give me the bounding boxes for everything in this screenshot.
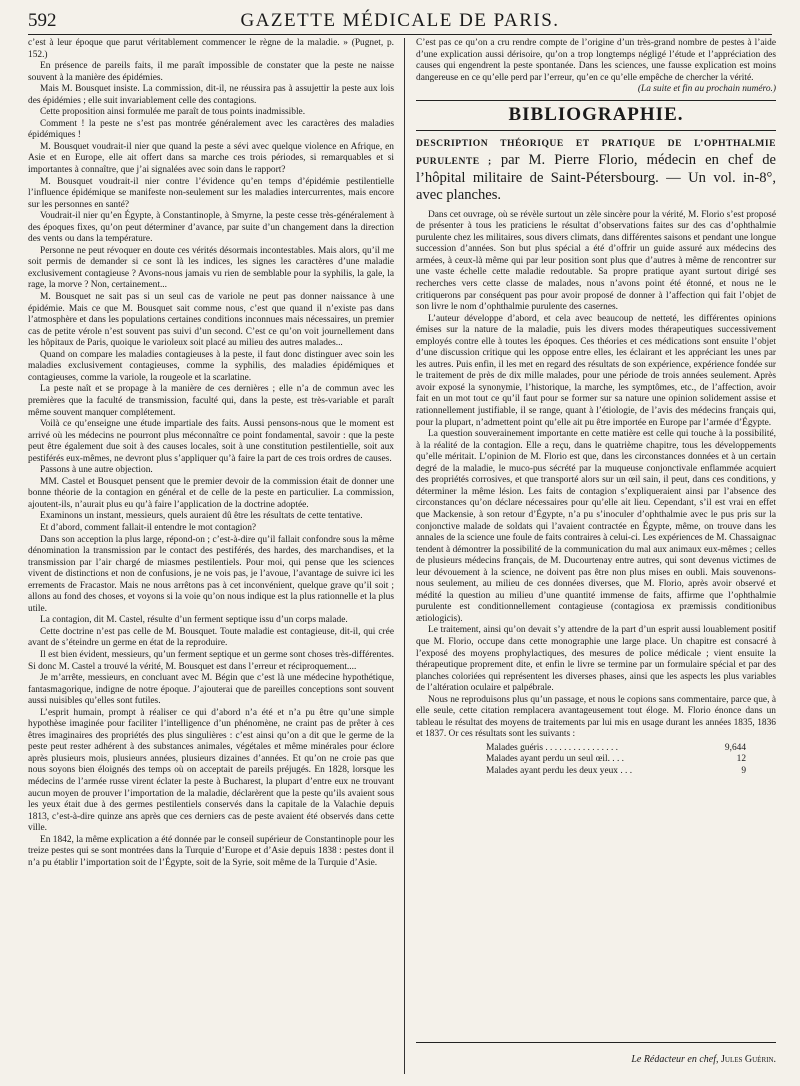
bottom-rule: [416, 1042, 776, 1043]
signature-role: Le Rédacteur en chef,: [631, 1054, 719, 1065]
review-paragraph: L’auteur développe d’abord, et cela avec beaucoup de netteté, les différentes opinions émises sur la nature de la maladie, puis les divers modes thérapeutiques successivement employés contre elle à toutes les époques. Ces théories et ces médications sont ensuite l’objet d’une discussion critique qui les oppose entre elles, les éclairant et les appréciant les unes par les autres. Puis enfin, il les met en regard des résultats de son expérience, expérience fondée sur le traitement de près de dix mille malades, pour une période de trois années seulement. Après avoir exposé la synonymie, l’historique, la marche, les symptômes, etc., de l’affection, avoir fait en un mot tout ce qu’il faut pour se former sur sa nature une opinion solidement assise et rationnellement justifiable, il se range, quant à l’étiologie, de l’avis des médecins français qui, pour la plupart, n’admettent point qu’elle ait pu être importée en Europe par l’armée d’Égypte.: [416, 313, 776, 428]
results-row: [486, 754, 746, 766]
left-paragraph: La peste naît et se propage à la manière de ces dernières ; elle n’a de commun avec les premières que la faculté de transmission, faculté qui, dans la peste, est très-variable et paraît même souvent manquer complétement.: [28, 384, 394, 418]
to-be-continued-note: (La suite et fin au prochain numéro.): [637, 84, 776, 95]
review-paragraph: Nous ne reproduisons plus qu’un passage, et nous le copions sans commentaire, parce que, à elle seule, cette citation remplacera avantageusement tout éloge. M. Florio énonce dans un tableau le résultat des moyens de traitements par lui mis en usage durant les années 1835, 1836 et 1837. Or ces résultats sont les suivants :: [416, 694, 776, 740]
left-paragraph: Dans son acception la plus large, répond-on ; c’est-à-dire qu’il fallait confondre sous la même dénomination la transmission par le contact des pestiférés, des hardes, des marchandises, et la transmission par l’air chargé de miasmes pestilentiels. Pour moi, qui pense que les sciences vivent de distinctions et non de confusions, je ne vois pas, je l’avoue, l’avantage de suivre ici les errements de Fracastor. Mais ne nous arrêtons pas à cet inconvénient, quelque grave qu’il soit ; allons au fond des choses, et voyons si la voie qu’on nous indique est la plus rationnelle et la plus utile.: [28, 534, 394, 614]
left-paragraph: Et d’abord, comment fallait-il entendre le mot contagion?: [40, 522, 257, 533]
book-heading-caps: DESCRIPTION THÉORIQUE ET PRATIQUE DE L’OPHTHALMIE PURULENTE ;: [416, 137, 776, 167]
left-paragraph: La contagion, dit M. Castel, résulte d’un ferment septique issu d’un corps malade.: [40, 615, 348, 626]
results-value: 9,644: [724, 742, 746, 753]
left-paragraph: Quand on compare les maladies contagieuses à la peste, il faut donc distinguer avec soin les maladies exclusivement contagieuses, comme la syphilis, des maladies épidémiques et contagieuses, comme la variole, la rougeole et la scarlatine.: [28, 349, 394, 383]
column-divider: [404, 38, 405, 1074]
left-paragraph: En 1842, la même explication a été donnée par le conseil supérieur de Constantinople pour les treize pestes qui se sont montrées dans la Turquie d’Europe et d’Asie depuis 1838 : pestes dont il n’a pu établir l’importation soit de l’Égypte, soit de la Syrie, soit même de la Turquie d’Asie.: [28, 834, 394, 868]
review-paragraph: La question souverainement importante en cette matière est celle qui touche à la possibilité, à la réalité de la contagion. Elle a reçu, dans le quatrième chapitre, tous les développements qu’elle méritait. L’opinion de M. Florio est que, dans les circonstances données et à un certain degré de la maladie, le muco-pus sécrété par la muqueuse conjonctivale enflammée acquiert des propriétés corrosives, et que transporté alors sur un œil sain, il peut, dans ces conditions, y déterminer la même lésion. Les faits de contagion s’expliqueraient ainsi par l’absence des circonstances qu’on déclare nécessaires pour qu’elle ait lieu. Cependant, s’il est vrai en effet que Mackensie, à son retour d’Égypte, n’a pu s’inoculer d’ophthalmie avec le pus pris sur la conjonctive malade de soldats qui l’avaient contractée en Égypte, même, on trouve dans les annales de la science une foule de faits contraires à celui-ci. Les expériences de M. Chassaignac tendent à démontrer la possibilité de la communication du mal aux animaux eux-mêmes ; celles de plusieurs médecins français, de M. Ducourtenay entre autres, qui sont devenus victimes de leur dévouement à la science, ne doivent pas être non plus mises en oubli. Mais souvenons-nous seulement, au milieu de ces données diverses, que M. Florio, après avoir observé et médité la question au milieu d’une quantité immense de faits, affirme que l’ophthalmie purulente est conditionnellement contagieuse (contagiosa ex præmissis conditionibus ætiologicis).: [416, 429, 776, 624]
left-paragraph: En présence de pareils faits, il me paraît impossible de constater que la peste ne naisse souvent à la manière des épidémies.: [28, 61, 394, 83]
section-title: BIBLIOGRAPHIE.: [508, 103, 684, 125]
continuation-text: C’est pas ce qu’on a cru rendre compte de l’origine d’un très-grand nombre de pestes à l’aide d’une explication aussi dérisoire, qu’on a trop longtemps négligé l’étude et l’appréciation des causes qui engendrent la peste spontanée. Dans les sciences, une fausse explication est moins dangereuse en ce qu’elle perd par l’erreur, qu’en ce qu’elle empêche de chercher la vérité.: [416, 38, 776, 83]
left-paragraph: Il est bien évident, messieurs, qu’un ferment septique et un germe sont choses très-différentes. Si donc M. Castel a trouvé la vérité, M. Bousquet est dans l’erreur et réciproquement....: [28, 649, 394, 672]
left-column: [28, 38, 394, 869]
left-paragraph: Mais M. Bousquet insiste. La commission, dit-il, ne réussira pas à assujettir la peste aux lois des épidémies ; elle suit invariablement celle des contagions.: [28, 84, 394, 106]
section-rule: [416, 100, 776, 101]
page-header: [28, 10, 772, 35]
page-number: 592: [28, 10, 57, 31]
left-paragraph: M. Bousquet ne sait pas si un seul cas de variole ne peut pas donner naissance à une épidémie. Mais ce que M. Bousquet sait comme nous, c’est que quand il n’existe pas dans l’atmosphère et dans les populations certaines conditions inconnues mais nécessaires, un premier cas de petite vérole n’est souvent pas suivi d’un second. C’est ce qu’on voit journellement dans les hôpitaux de Paris, quoique le varioleux soit placé au milieu des autres malades...: [28, 292, 394, 349]
left-paragraph: Examinons un instant, messieurs, quels auraient dû être les résultats de cette tentative.: [40, 511, 363, 522]
results-label: Malades ayant perdu un seul œil. . . .: [486, 754, 624, 765]
left-paragraph: Je m’arrête, messieurs, en concluant avec M. Bégin que c’est là une médecine hypothétique, fantasmagorique, indigne de notre époque. J’ajouterai que de pareilles conceptions sont souvent aussi nuisibles qu’elles sont futiles.: [28, 673, 394, 707]
left-paragraph: Comment ! la peste ne s’est pas montrée généralement avec les caractères des maladies épidémiques !: [28, 118, 394, 141]
section-rule-2: [416, 130, 776, 131]
signature-name: Jules Guérin.: [721, 1054, 776, 1065]
book-heading-rest: par M. Pierre Florio, médecin en chef de l’hôpital militaire de Saint-Pétersbourg. — Un vol. in-8°, avec planches.: [416, 151, 776, 203]
results-table: [486, 743, 746, 778]
left-paragraph: Cette doctrine n’est pas celle de M. Bousquet. Toute maladie est contagieuse, dit-il, qui crée avant de s’éteindre un germe en état de la reproduire.: [28, 626, 394, 649]
left-paragraph: M. Bousquet voudrait-il nier contre l’évidence qu’en temps d’épidémie pestilentielle l’influence épidémique se manifeste non-seulement sur les maladies intercurrentes, mais encore sur les personnes en santé?: [28, 176, 394, 210]
review-paragraph: Le traitement, ainsi qu’on devait s’y attendre de la part d’un esprit aussi louablement positif que M. Florio, occupe dans cette monographie une large place. Un chapitre est consacré à l’exposé des moyens prophylactiques, des mesures de police médicale ; vient ensuite la thérapeutique proprement dite, et enfin le livre se termine par un formulaire spécial et par des planches coloriées qui représentent les diverses phases, ainsi que les aspects les plus variables de l’altération oculaire et palpébrale.: [416, 625, 776, 694]
book-heading: [416, 134, 776, 204]
left-paragraph: Passons à une autre objection.: [40, 465, 153, 476]
left-paragraph: L’esprit humain, prompt à réaliser ce qui d’abord n’a été et n’a pu être qu’une simple hypothèse imaginée pour faciliter l’intelligence d’un phénomène, ne craint pas de prêter à ces êtres imaginaires des propriétés des plus singulières : c’est ainsi qu’on a dit que le germe de la peste peut rester adhérent à des substances animales, végétales et même minérales pour éclore après plusieurs mois, plusieurs années, plusieurs dizaines d’années. Et qu’on ne croie pas que nous soyons bien éloignés des temps où on acceptait de pareils préjugés. En 1828, lorsque les médecins de l’armée russe virent éclater la peste à Bucharest, la plupart d’entre eux ne trouvant aucun moyen de prouver l’importation de la maladie, déclarèrent que la peste qu’ils avaient sous les yeux était due à des germes pestilentiels conservés dans la capitale de la Valachie depuis 1813, c’est-à-dire quinze ans après que ces derniers cas de peste avaient été observés dans cette ville.: [28, 707, 394, 834]
left-paragraph: Voilà ce qu’enseigne une étude impartiale des faits. Aussi pensons-nous que le moment est arrivé où les médecins ne pourront plus méconnaître ce point fondamental, savoir : que la peste peut être également due soit à des causes locales, soit à une constitution pestilentielle, soit aux pestiférés eux-mêmes, ne devront plus s’appliquer qu’à faire la part de ces trois ordres de causes.: [28, 419, 394, 464]
left-paragraph: Cette proposition ainsi formulée me paraît de tous points inadmissible.: [40, 107, 306, 118]
results-value: 9: [741, 765, 746, 776]
results-label: Malades ayant perdu les deux yeux . . .: [486, 765, 633, 776]
journal-title: GAZETTE MÉDICALE DE PARIS.: [240, 10, 560, 31]
review-paragraph: Dans cet ouvrage, où se révèle surtout un zèle sincère pour la vérité, M. Florio s’est proposé de présenter à tous les praticiens le résultat d’observations faites sur des cas d’ophthalmie purulente chez les militaires, sous divers climats, dans différentes saisons et pendant une longue succession d’années. Son but plus spécial a été d’offrir un guide assuré aux médecins des armées, à ceux-là même qui par leur position sont plus que d’autres à même de rencontrer sur une vaste échelle cette maladie redoutable. Sa propre pratique ayant surtout dirigé ses recherches vers cette classe de malades, nous n’avons point été étonné, et nous ne le critiquerons par conséquent pas pour avoir proposé de donner à l’affection qui fait l’objet de son livre le nom d’ophthalmie purulente des casernes.: [416, 209, 776, 313]
left-paragraph: Voudrait-il nier qu’en Égypte, à Constantinople, à Smyrne, la peste cesse très-généralement à des époques fixes, qu’on peut déterminer d’avance, par suite d’un changement dans la direction des vents ou dans la température.: [28, 211, 394, 245]
results-row: [486, 766, 746, 778]
results-row: [486, 743, 746, 755]
review-body: [416, 210, 776, 741]
editor-signature: [416, 1054, 776, 1065]
left-paragraph: M. Bousquet voudrait-il nier que quand la peste a sévi avec quelque violence en Afrique, en Asie et en Europe, elle ait offert dans sa marche ces trois périodes, si remarquables et si importantes à connaître, que j’ai signalées avec soin dans le rapport?: [28, 141, 394, 176]
left-paragraph: Personne ne peut révoquer en doute ces vérités désormais incontestables. Mais alors, qu’il me soit permis de demander si ce sont là les indices, les signes les caractères d’une maladie exclusivement contagieuse ? Avons-nous jamais vu rien de semblable pour la syphilis, la gale, la rage, la morve ? Non, certainement...: [28, 245, 394, 291]
results-label: Malades guéris . . . . . . . . . . . . . . . .: [486, 742, 619, 753]
right-column: [416, 38, 776, 780]
left-paragraph: c’est à leur époque que parut véritablement commencer le règne de la maladie. » (Pugnet, p. 152.): [28, 38, 394, 60]
left-paragraph: MM. Castel et Bousquet pensent que le premier devoir de la commission était de donner une bonne théorie de la contagion en général et de celle de la peste en particulier. La commission, ajoutent-ils, n’aurait plus eu qu’à faire l’application de la doctrine adoptée.: [28, 476, 394, 510]
results-value: 12: [736, 754, 746, 765]
